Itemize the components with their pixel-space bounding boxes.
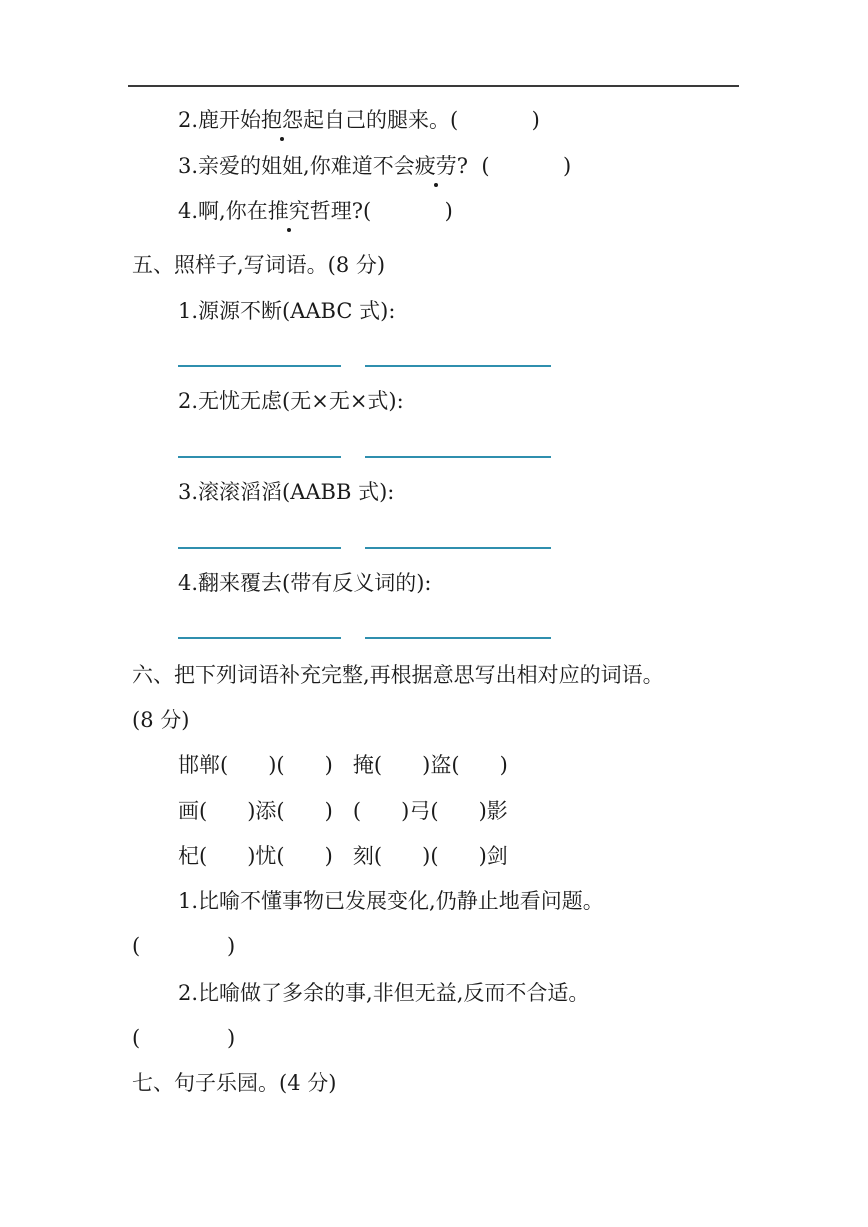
- answer-blank-1a[interactable]: [178, 365, 341, 367]
- idiom-row-2: 画( )添( ) ( )弓( )影: [178, 799, 508, 823]
- section4-item-4: 4.啊,你在推究哲理?( ): [178, 199, 453, 223]
- section6-question-1: 1.比喻不懂事物已发展变化,仍静止地看问题。: [178, 889, 604, 913]
- section5-item-1: 1.源源不断(AABC 式):: [178, 299, 396, 323]
- idiom-row-1: 邯郸( )( ) 掩( )盗( ): [178, 753, 508, 777]
- emphasized-word: 推究: [267, 199, 310, 223]
- emphasized-word: 疲劳: [414, 154, 457, 178]
- answer-blank-1b[interactable]: [365, 365, 551, 367]
- section5-item-3: 3.滚滚滔滔(AABB 式):: [178, 480, 395, 504]
- section6-heading: 六、把下列词语补充完整,再根据意思写出相对应的词语。: [132, 663, 664, 687]
- answer-blank-4a[interactable]: [178, 637, 341, 639]
- answer-blank-4b[interactable]: [365, 637, 551, 639]
- section6-question-2: 2.比喻做了多余的事,非但无益,反而不合适。: [178, 981, 590, 1005]
- section4-item-2: 2.鹿开始抱怨起自己的腿来。( ): [178, 108, 540, 132]
- section5-heading: 五、照样子,写词语。(8 分): [132, 253, 386, 277]
- idiom-row-3: 杞( )忧( ) 刻( )( )剑: [178, 844, 508, 868]
- section6-score: (8 分): [132, 708, 190, 732]
- answer-blank-2b[interactable]: [365, 456, 551, 458]
- section7-heading: 七、句子乐园。(4 分): [132, 1071, 337, 1095]
- answer-blank-2a[interactable]: [178, 456, 341, 458]
- section6-answer-1[interactable]: ( ): [132, 934, 236, 958]
- section4-item-3: 3.亲爱的姐姐,你难道不会疲劳? ( ): [178, 154, 572, 178]
- header-rule: [128, 85, 739, 87]
- answer-blank-3b[interactable]: [365, 547, 551, 549]
- emphasized-word: 抱怨: [261, 108, 304, 132]
- answer-blank-3a[interactable]: [178, 547, 341, 549]
- section6-answer-2[interactable]: ( ): [132, 1026, 236, 1050]
- section5-item-2: 2.无忧无虑(无×无×式):: [178, 389, 404, 413]
- section5-item-4: 4.翻来覆去(带有反义词的):: [178, 571, 432, 595]
